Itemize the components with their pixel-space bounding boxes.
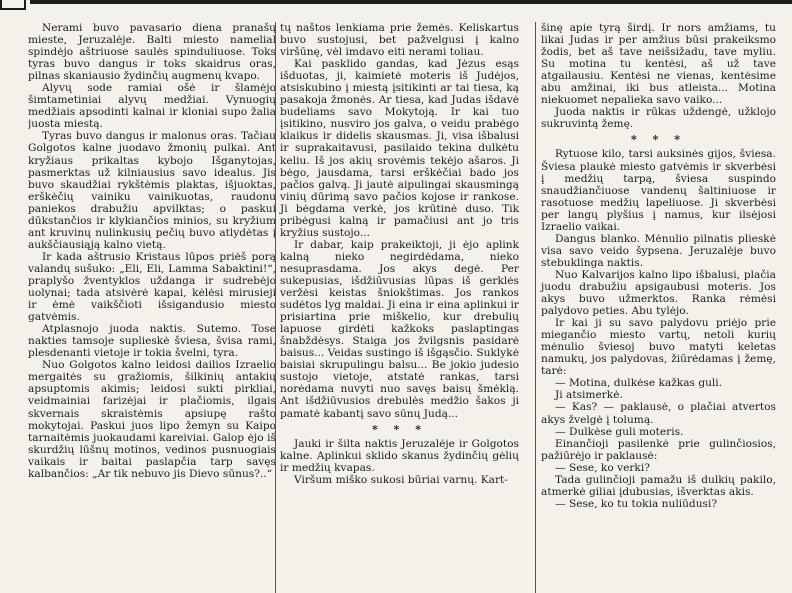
paragraph: Tyras buvo dangus ir malonus oras. Tačiau Golgotos kalne juodavo žmonių pulkai. Ant kryžiaus prikaltas kybojo Išganytojas, pasmerktas už kilniausius savo idealus. Jis buvo skaudžiai rykštėmis plaktas, išjuoktas, erškėčių vainiku vainikuotas, raudonu paniekos drabužiu apvilktas; o paskui dūkstančios ir klykiančios minios, su kryžium ant kruvinų nulinkusių pečių buvo atlydėtas į aukščiausiąją kalno vietą. <box>28 130 276 251</box>
paragraph: Alyvų sode ramiai ošė ir šlamėjo šimtametiniai alyvų medžiai. Vynuogių medžiais apsodinti kalnai ir kloniai supo žalia juosta miestą. <box>28 82 276 131</box>
paragraph: Kai pasklido gandas, kad Jėzus esąs išduotas, ji, kaimietė moteris iš Judėjos, atsiskubino į miestą įsitikinti ar tai tiesa, ką pasakoja žmonės. Ar tiesa, kad Judas išdavė budeliams savo Mokytoją. Ir kai tuo įsitikino, nusviro jos galva, o veidu prabėgo klaikus ir didelis skausmas. Ji, visa išbalusi ir suprakaitavusi, pasilaido tekina dulkėtu keliu. Iš jos akių srovėmis tekėjo ašaros. Ji bėgo, jausdama, tarsi erškėčiai bado jos pačios galvą. Ji jautė aipulingai skausmingą vinių dūrimą savo pačios kojose ir rankose. Ji bėgdama verkė, jos krūtinė duso. Tik pribėgusi kalną ir pamačiusi ant jo tris kryžius sustojo... <box>280 58 519 239</box>
paragraph: šinę apie tyrą širdį. Ir nors amžiams, tu likai Judas ir per amžius būsi prakeiksmo žodis, bet aš tave neišsižadu, tave myliu. Su motina tu kentėsi, aš už tave atgailausiu. Kentėsi ne vienas, kentėsime abu amžinai, iki bus atleista... Motina niekuomet nepalieka savo vaiko... <box>541 22 776 107</box>
paragraph: Einančioji pasilenkė prie gulinčiosios, pažiūrėjo ir paklausė: <box>541 437 776 462</box>
paragraph: Ir dabar, kaip prakeiktoji, ji ėjo aplink kalną nieko negirdėdama, nieko nesuprasdama. Jos akys degė. Per sukepusias, išdžiūvusias lūpas iš gerklės veržėsi keistas šniokštimas. Jos rankos sudėtos lyg maldai. Ji eina ir eina aplinkui ir prisiartina prie miškelio, kur drebulių lapuose girdėti kažkoks paslaptingas šnabždėsys. Staiga jos žvilgsnis pasidarė baisus... Veidas sustingo iš išgąsčio. Suklykė baisiai skrupulingu balsu... Be jokio judesio sustojo vietoje, atstatė rankas, tarsi norėdama nuvyti nuo savęs baisų šmėklą. Ant išdžiūvusios drebulės medžio šakos ji pamatė kabantį savo sūnų Judą... <box>280 238 519 420</box>
dialogue-line: — Kas? — paklausė, o plačiai atvertos akys žvelgė į tolumą. <box>541 401 776 426</box>
paragraph: Ir kai ji su savo palydovu priėjo prie miegančio miesto vartų, netoli kurių mėnulio šviesoj buvo matyti keletas namukų, jos palydovas, žiūrėdamas į žemę, tarė: <box>541 317 776 378</box>
paragraph: Tada gulinčioji pamažu iš dulkių pakilo, atmerkė giliai įdubusias, išverktas akis. <box>541 473 776 498</box>
dialogue-line: Ji atsimerkė. <box>555 389 623 402</box>
paragraph: Juoda naktis ir rūkas uždengė, užklojo sukruvintą žemę. <box>541 106 776 131</box>
paragraph: Rytuose kilo, tarsi auksinės gijos, šviesa. Šviesa plaukė miesto gatvėmis ir skverbėsi į medžių tarpą, šviesa suspindo snaudžiančiuose vandenų šaltiniuose ir rasotuose medžių lapeliuose. Ji skverbėsi per langų plyšius į namus, kur ilsėjosi Izraelio vaikai. <box>541 148 776 233</box>
column-3 <box>535 22 776 593</box>
top-rule <box>0 0 792 12</box>
dialogue-line: — Sese, ko verki? <box>555 461 650 474</box>
dialogue-line: — Dulkėse guli moteris. <box>555 425 684 438</box>
paragraph: tų naštos lenkiama prie žemės. Keliskartus buvo sustojusi, bet pažvelgusi į kalno viršūnę, vėl imdavo eiti nerami toliau. <box>280 22 519 59</box>
paragraph: Nuo Golgotos kalno leidosi dailios Izraelio mergaitės su gražiomis, šilkinių antakių apsuptomis akimis; leidosi sukti pirkliai, veidmainiai farizėjai ir plačiomis, ilgais skvernais skraistėmis apsiupę rašto mokytojai. Paskui juos lipo žemyn su Kaipo tarnaitėmis juokaudami kareiviai. Galop ėjo iš skurdžių lūšnų motinos, vedinos pusnuogiais vaikais ir baitai paslapčia tarp savęs kalbančios: „Ar tik nebuvo jis Dievo sūnus?..“ <box>28 359 276 480</box>
paragraph: Viršum miško sukosi būriai varnų. Kart- <box>294 473 508 486</box>
section-separator: * * * <box>631 133 686 147</box>
section-separator: * * * <box>372 422 427 436</box>
paragraph: Nerami buvo pavasario diena pranašų mieste, Jeruzalėje. Balti miesto namelial spindėjo aštriuose saulės spinduliuose. Toks tyras buvo dangus ir toks skaidrus oras, pilnas skaniausio žydinčių augmenų kvapo. <box>28 22 276 83</box>
column-2 <box>275 22 523 593</box>
dialogue-line: — Sese, ko tu tokia nuliūdusi? <box>555 497 718 510</box>
top-rule-box <box>0 0 26 10</box>
paragraph: Dangus blanko. Mėnulio pilnatis plieskė visa savo veido šypsena. Jeruzalėje buvo stebuklinga naktis. <box>541 232 776 269</box>
paragraph: Jauki ir šilta naktis Jeruzalėje ir Golgotos kalne. Aplinkui sklido skanus žydinčių gėlių ir medžių kvapas. <box>280 437 519 474</box>
paragraph: Atplasnojo juoda naktis. Sutemo. Tose nakties tamsoje suplieskė šviesa, švisa rami, plesdenanti vietoje ir tokia švelni, tyra. <box>28 323 276 360</box>
column-1 <box>28 22 276 593</box>
paragraph: Ir kada aštrusio Kristaus lūpos priėš porą valandų sušuko: „Eli, Eli, Lamma Sabaktini!“, praplyšo žventyklos uždanga ir sudrebėjo uolynai; tada atsivėrė kapai, kėlėsi mirusieji ir ėmė vaikščioti išsigandusio miesto gatvėmis. <box>28 250 276 324</box>
paragraph: Nuo Kalvarijos kalno lipo išbalusi, plačia juodu drabužiu apsigaubusi moteris. Jos akys buvo užmerktos. Ranka rėmėsi palydovo peties. Abu tylėjo. <box>541 268 776 318</box>
dialogue-line: — Motina, dulkėse kažkas guli. <box>555 377 723 390</box>
top-rule-bar <box>30 0 792 4</box>
